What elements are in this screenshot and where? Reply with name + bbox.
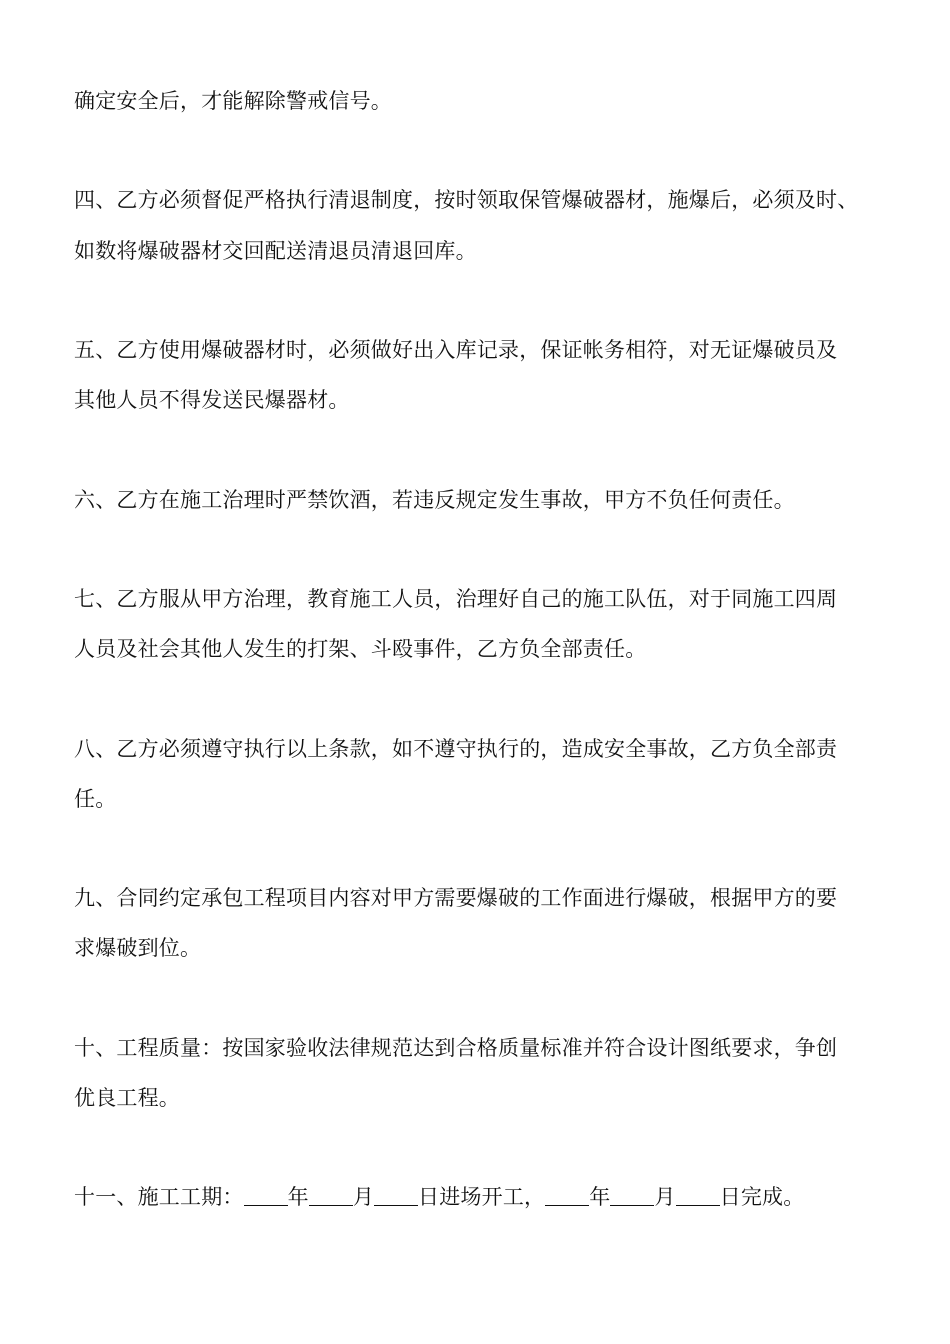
end-day-text: 日完成。 <box>719 1185 805 1209</box>
start-year-text: 年 <box>287 1185 309 1209</box>
end-day-blank[interactable] <box>676 1185 720 1206</box>
paragraph-6-line-1: 六、乙方在施工治理时严禁饮酒，若违反规定发生事故，甲方不负任何责任。 <box>74 488 795 512</box>
paragraph-4-line-1: 四、乙方必须督促严格执行清退制度，按时领取保管爆破器材，施爆后，必须及时、 <box>74 188 859 212</box>
start-year-blank[interactable] <box>244 1185 288 1206</box>
paragraph-9-line-1: 九、合同约定承包工程项目内容对甲方需要爆破的工作面进行爆破，根据甲方的要 <box>74 886 838 910</box>
paragraph-8-line-2: 任。 <box>74 787 117 811</box>
paragraph-5-line-2: 其他人员不得发送民爆器材。 <box>74 388 350 412</box>
start-day-blank[interactable] <box>374 1185 418 1206</box>
end-year-text: 年 <box>589 1185 611 1209</box>
paragraph-9-line-2: 求爆破到位。 <box>74 936 202 960</box>
paragraph-10-line-2: 优良工程。 <box>74 1086 180 1110</box>
end-month-blank[interactable] <box>610 1185 654 1206</box>
end-month-text: 月 <box>654 1185 676 1209</box>
start-month-text: 月 <box>352 1185 375 1209</box>
start-month-blank[interactable] <box>309 1185 353 1206</box>
paragraph-10-line-1: 十、工程质量：按国家验收法律规范达到合格质量标准并符合设计图纸要求，争创 <box>74 1036 838 1060</box>
schedule-label: 十一、施工工期： <box>74 1185 244 1209</box>
paragraph-5-line-1: 五、乙方使用爆破器材时，必须做好出入库记录，保证帐务相符，对无证爆破员及 <box>74 338 838 362</box>
start-day-text: 日进场开工， <box>418 1185 546 1209</box>
schedule-line <box>74 1182 804 1212</box>
end-year-blank[interactable] <box>545 1185 589 1206</box>
paragraph-4-line-2: 如数将爆破器材交回配送清退员清退回库。 <box>74 239 477 263</box>
paragraph-3-line-2: 确定安全后，才能解除警戒信号。 <box>74 89 392 113</box>
paragraph-7-line-2: 人员及社会其他人发生的打架、斗殴事件，乙方负全部责任。 <box>74 637 647 661</box>
paragraph-7-line-1: 七、乙方服从甲方治理，教育施工人员，治理好自己的施工队伍，对于同施工四周 <box>74 587 838 611</box>
paragraph-8-line-1: 八、乙方必须遵守执行以上条款，如不遵守执行的，造成安全事故，乙方负全部责 <box>74 737 838 761</box>
